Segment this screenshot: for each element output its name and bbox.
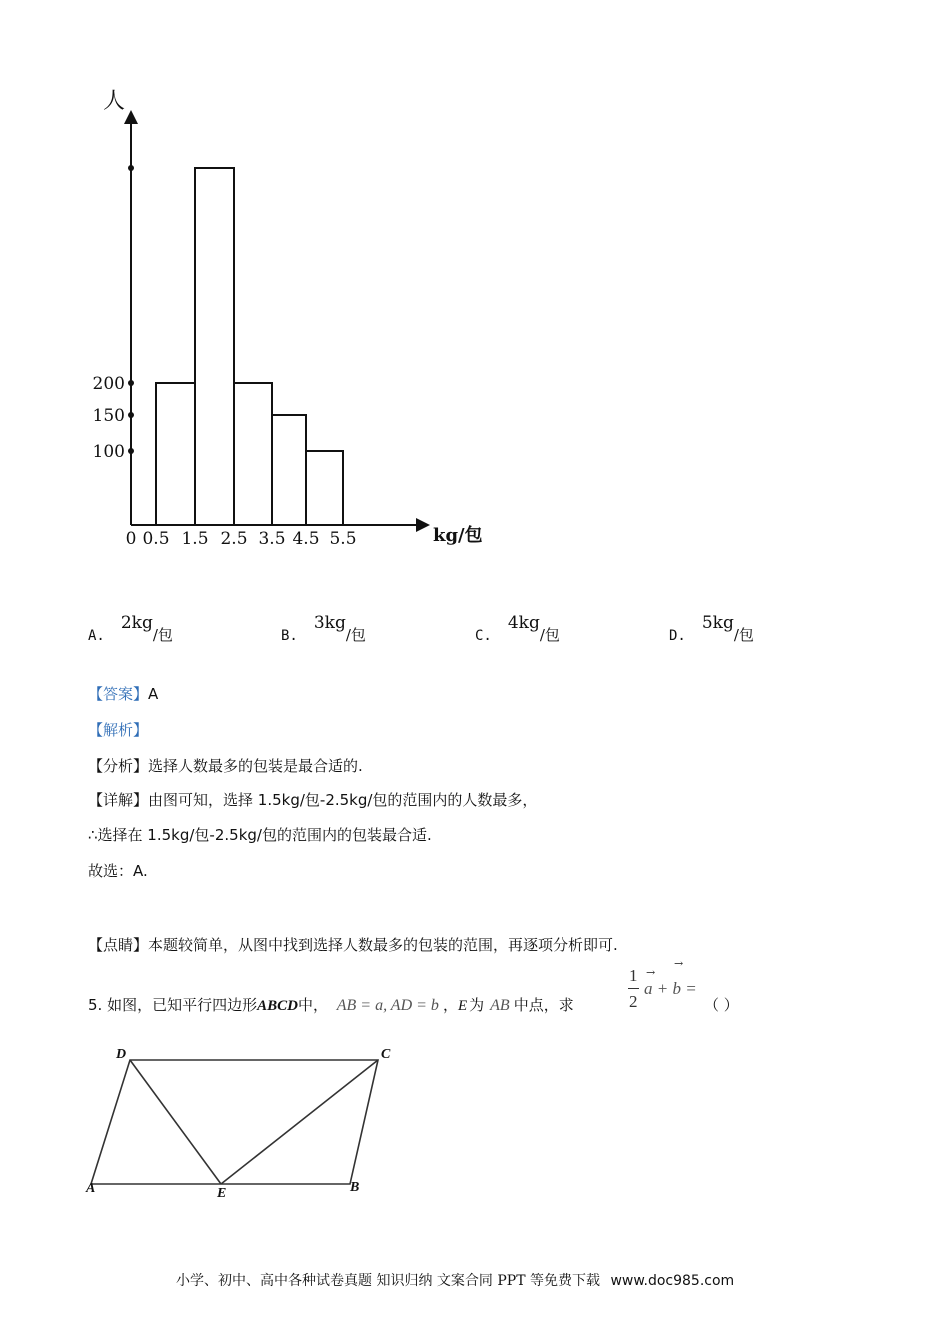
option-c-value: 4kg xyxy=(507,613,540,633)
fenxi-tag: 【分析】 xyxy=(88,757,149,775)
q5-mid: 中， xyxy=(297,996,328,1014)
y-tick-dot-100 xyxy=(128,448,134,454)
option-c xyxy=(475,613,560,645)
xiangjie-line xyxy=(88,789,537,810)
option-d-letter: D. xyxy=(669,628,686,644)
y-tick-label-200: 200 xyxy=(92,374,125,394)
q5-expression: a + b = xyxy=(644,979,697,998)
xiangjie-text: 由图可知，选择 1.5kg/包-2.5kg/包的范围内的人数最多， xyxy=(148,791,538,809)
vertex-b-label: B xyxy=(350,1180,360,1195)
q5-bracket: （ ） xyxy=(704,996,739,1014)
x-tick-label-0.5: 0.5 xyxy=(142,529,170,549)
analysis-tag: 【解析】 xyxy=(88,721,149,739)
option-b-value: 3kg xyxy=(313,613,346,633)
option-b-unit: /包 xyxy=(345,626,366,644)
choice-line: 故选：A. xyxy=(88,862,148,880)
dianjing-tag: 【点睛】 xyxy=(88,936,149,954)
bar-0 xyxy=(156,383,195,525)
x-tick-label-5.5: 5.5 xyxy=(329,529,357,549)
answer-line xyxy=(88,683,158,704)
option-b-letter: B. xyxy=(281,628,298,644)
option-b xyxy=(281,613,366,645)
x-axis-label: kg/包 xyxy=(433,525,483,546)
y-tick-dot-500 xyxy=(128,165,134,171)
bar-2 xyxy=(234,383,272,525)
question-5 xyxy=(88,994,574,1015)
histogram-chart xyxy=(0,0,520,580)
x-tick-label-4.5: 4.5 xyxy=(292,529,320,549)
option-d-unit: /包 xyxy=(733,626,754,644)
option-a xyxy=(88,613,173,645)
therefore-line: ∴选择在 1.5kg/包-2.5kg/包的范围内的包装最合适. xyxy=(88,826,432,844)
y-tick-label-100: 100 xyxy=(92,442,125,462)
q5-fraction-denominator: 2 xyxy=(629,992,638,1011)
bar-1 xyxy=(195,168,234,525)
vector-arrow-a-icon: → xyxy=(646,966,656,979)
vertex-c-label: C xyxy=(381,1047,391,1062)
q5-shape-name: ABCD xyxy=(257,998,298,1014)
bar-4 xyxy=(306,451,343,525)
x-tick-label-3.5: 3.5 xyxy=(258,529,286,549)
option-a-unit: /包 xyxy=(152,626,173,644)
parallelogram-abcd xyxy=(91,1060,378,1184)
q5-ab: AB xyxy=(490,997,510,1014)
y-tick-dot-150 xyxy=(128,412,134,418)
vertex-a-label: A xyxy=(86,1181,96,1196)
fenxi-text: 选择人数最多的包装是最合适的. xyxy=(148,757,363,775)
option-d xyxy=(669,613,754,645)
x-axis-arrow-icon xyxy=(416,518,430,532)
dianjing-line xyxy=(88,934,618,955)
xiangjie-tag: 【详解】 xyxy=(88,791,149,809)
vector-arrow-b-icon: → xyxy=(674,957,684,970)
answer-tag: 【答案】 xyxy=(88,685,149,703)
q5-suffix: 中点，求 xyxy=(513,996,574,1014)
dianjing-text: 本题较简单，从图中找到选择人数最多的包装的范围，再逐项分析即可. xyxy=(148,936,618,954)
q5-comma: ， xyxy=(442,996,458,1014)
bar-3 xyxy=(272,415,306,525)
option-a-value: 2kg xyxy=(120,613,153,633)
option-a-letter: A. xyxy=(88,628,105,644)
y-tick-dot-200 xyxy=(128,380,134,386)
option-c-letter: C. xyxy=(475,628,492,644)
q5-fraction-bar xyxy=(628,988,639,989)
q5-condition: AB = a, AD = b xyxy=(336,997,439,1014)
option-c-unit: /包 xyxy=(539,626,560,644)
footer-url: www.doc985.com xyxy=(610,1273,735,1289)
vertex-e-label: E xyxy=(217,1186,227,1201)
q5-wei: 为 xyxy=(469,996,485,1014)
footer xyxy=(176,1270,734,1290)
footer-text: 小学、初中、高中各种试卷真题 知识归纳 文案合同 PPT 等免费下载 xyxy=(176,1273,600,1289)
x-tick-label-2.5: 2.5 xyxy=(220,529,248,549)
fenxi-line xyxy=(88,755,363,776)
vertex-d-label: D xyxy=(116,1047,127,1062)
x-tick-label-1.5: 1.5 xyxy=(181,529,209,549)
q5-e: E xyxy=(457,998,468,1014)
x-tick-label-0: 0 xyxy=(125,529,137,549)
q5-fraction-numerator: 1 xyxy=(629,966,638,985)
y-axis-label: 人 xyxy=(102,89,126,114)
segment-de xyxy=(130,1060,221,1184)
q5-prefix: 5. 如图，已知平行四边形 xyxy=(88,996,258,1014)
y-tick-label-150: 150 xyxy=(92,406,125,426)
option-d-value: 5kg xyxy=(701,613,734,633)
y-axis-arrow-icon xyxy=(124,110,138,124)
answer-value: A xyxy=(148,685,159,703)
